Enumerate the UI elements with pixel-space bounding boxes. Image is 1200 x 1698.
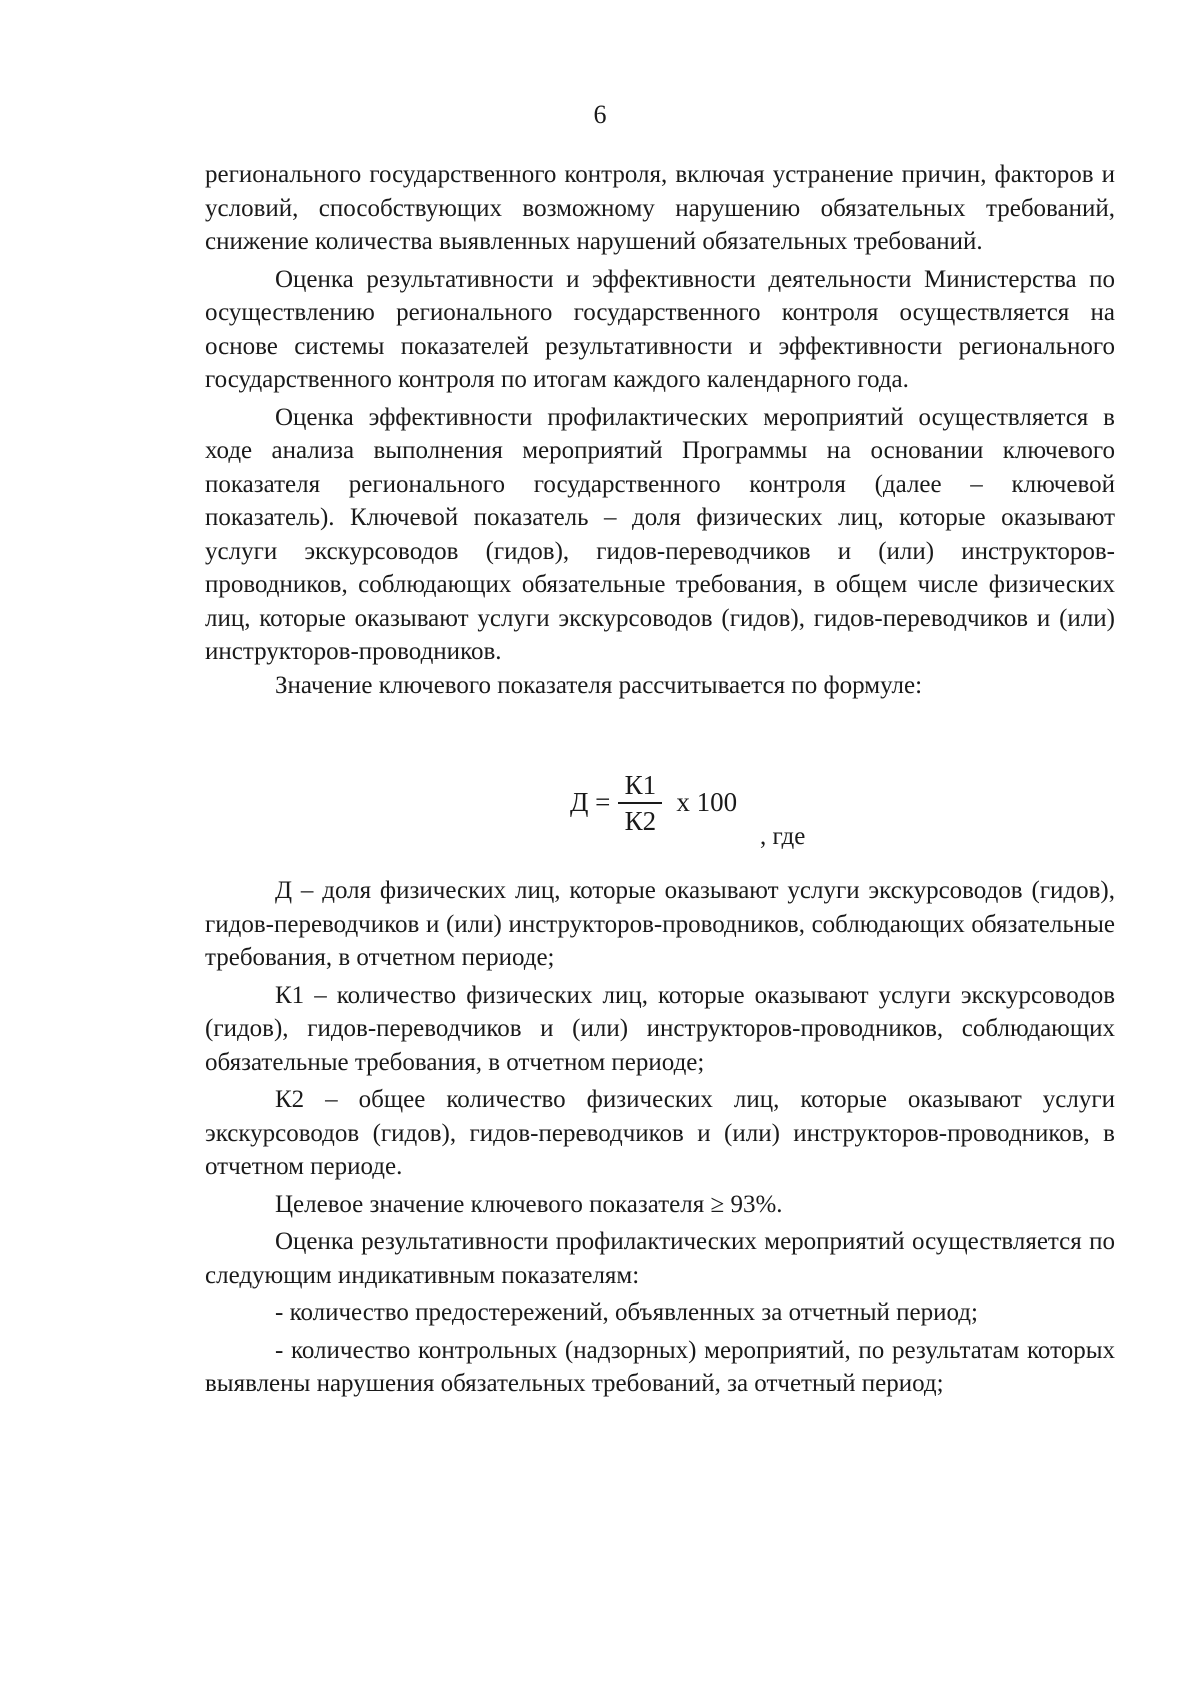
paragraph-indicators-intro: Оценка результативности профилактических мероприятий осуществляется по следующим индикативным показателям: bbox=[205, 1228, 1115, 1289]
paragraph-continuation: регионального государственного контроля, включая устранение причин, факторов и условий, способствующих возможному нарушению обязательных требований, снижение количества выявленных нарушений обязательных требований. bbox=[205, 161, 1115, 255]
paragraph-formula-intro: Значение ключевого показателя рассчитывается по формуле: bbox=[275, 671, 923, 699]
formula-fraction bbox=[618, 768, 662, 838]
formula-multiplier: х 100 bbox=[676, 787, 738, 818]
indicator-list bbox=[205, 1296, 1115, 1401]
list-item: - количество предостережений, объявленных за отчетный период; bbox=[275, 1299, 978, 1326]
definition-d: Д – доля физических лиц, которые оказывают услуги экскурсоводов (гидов), гидов-переводчиков и (или) инструкторов-проводников, соблюдающих обязательные требования, в отчетном периоде; bbox=[205, 877, 1115, 971]
formula-lhs: Д = bbox=[570, 787, 611, 818]
paragraph-target-value: Целевое значение ключевого показателя ≥ 93%. bbox=[275, 1190, 783, 1218]
formula-denominator: К2 bbox=[624, 806, 657, 836]
list-item: - количество контрольных (надзорных) мероприятий, по результатам которых выявлены нарушения обязательных требований, за отчетный период; bbox=[205, 1336, 1115, 1397]
paragraph-assessment-overview: Оценка результативности и эффективности деятельности Министерства по осуществлению регионального государственного контроля осуществляется на основе системы показателей результативности и эффективности регионального государственного контроля по итогам каждого календарного года. bbox=[205, 265, 1115, 393]
page-number: 6 bbox=[593, 100, 607, 129]
definition-k1: К1 – количество физических лиц, которые оказывают услуги экскурсоводов (гидов), гидов-переводчиков и (или) инструкторов-проводников, соблюдающих обязательные требования, в отчетном периоде; bbox=[205, 981, 1115, 1076]
formula-block bbox=[205, 702, 1115, 874]
formula bbox=[570, 768, 737, 838]
formula-suffix: , где bbox=[760, 823, 806, 850]
document-body bbox=[205, 158, 1115, 1401]
definition-k2: К2 – общее количество физических лиц, которые оказывают услуги экскурсоводов (гидов), гидов-переводчиков и (или) инструкторов-проводников, в отчетном периоде. bbox=[205, 1086, 1115, 1180]
formula-numerator: К1 bbox=[624, 770, 657, 800]
paragraph-key-indicator: Оценка эффективности профилактических мероприятий осуществляется в ходе анализа выполнения мероприятий Программы на основании ключевого показателя регионального государственного контроля (далее – ключевой показатель). Ключевой показатель – доля физических лиц, которые оказывают услуги экскурсоводов (гидов), гидов-переводчиков и (или) инструкторов-проводников, соблюдающих обязательные требования, в общем числе физических лиц, которые оказывают услуги экскурсоводов (гидов), гидов-переводчиков и (или) инструкторов-проводников. bbox=[205, 403, 1115, 665]
